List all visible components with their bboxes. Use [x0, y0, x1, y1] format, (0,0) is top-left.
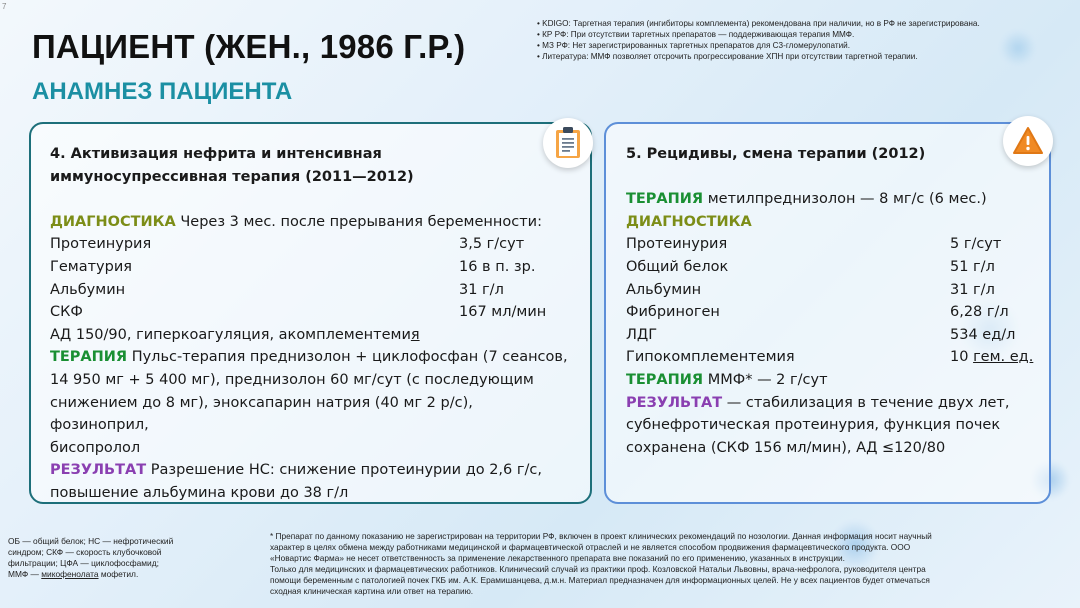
lab-row [626, 346, 1038, 369]
lab-row [626, 256, 1038, 279]
diagnostics-label: ДИАГНОСТИКА [626, 213, 752, 230]
abbreviation-line [8, 569, 208, 580]
lab-name: Альбумин [50, 281, 126, 298]
lab-value: 51 г/л [950, 258, 995, 275]
lab-value [950, 346, 1033, 369]
guidelines-notes [537, 18, 1072, 62]
therapy-text: Пульс-терапия преднизолон + циклофосфан (7 сеансов, [127, 349, 568, 366]
footnote-line: характер в целях обмена между работниками медицинской и фармацевтической отраслей и не является способом продвижения фармацевтического продукта. ООО [270, 542, 911, 552]
lab-row [50, 233, 570, 256]
therapy-text: метилпреднизолон — 8 мг/с (6 мес.) [703, 191, 987, 208]
therapy-line [50, 346, 570, 369]
therapy-text: бисопролол [50, 439, 141, 456]
therapy-line [626, 188, 1038, 211]
therapy-text: снижением до 8 мг), эноксапарин натрия (40 мг 2 р/с), фозиноприл, [50, 394, 473, 434]
lab-name: Гематурия [50, 258, 132, 275]
findings-text: АД 150/90, гиперкоагуляция, акомплементеми [50, 326, 411, 343]
abbreviation-text: ММФ — [8, 569, 42, 579]
lab-name: Фибриноген [626, 304, 720, 321]
diagnostics-label: ДИАГНОСТИКА [50, 213, 176, 230]
lab-row [50, 279, 570, 302]
clinical-findings [50, 324, 570, 347]
lab-name: ЛДГ [626, 326, 658, 343]
therapy-label: ТЕРАПИЯ [50, 349, 128, 366]
result-text: сохранена (СКФ 156 мл/мин), АД ≤120/80 [626, 439, 946, 456]
result-line [626, 392, 1038, 415]
footnote-line: помощи беременным с патологией почек ГКБ им. А.К. Ерамишанцева, д.м.н. Материал предназначен для информационных целей. Не у всех пациентов будет отмечаться [270, 575, 930, 585]
lab-value: 31 г/л [950, 281, 995, 298]
lab-row [626, 279, 1038, 302]
lab-row [626, 301, 1038, 324]
footnote-line: Только для медицинских и фармацевтических работников. Клинический случай из практики проф. Козловской Натальи Львовны, врача-нефролога, руководителя центра [270, 564, 926, 574]
lab-value: 167 мл/мин [459, 304, 547, 321]
note-item: • KDIGO: Таргетная терапия (ингибиторы комплемента) рекомендована при наличии, но в РФ не зарегистрирована. [537, 18, 1072, 29]
findings-text-end: я [410, 326, 420, 343]
abbreviations [8, 536, 208, 580]
therapy-text: 14 950 мг + 5 400 мг), преднизолон 60 мг/сут (с последующим [50, 371, 534, 388]
abbreviation-text: мофетил. [98, 569, 139, 579]
page-subtitle: АНАМНЕЗ ПАЦИЕНТА [32, 78, 293, 105]
stage-5-content [626, 143, 1038, 459]
therapy-label: ТЕРАПИЯ [626, 191, 704, 208]
result-text: субнефротическая протеинурия, функция почек [626, 417, 1001, 434]
lab-name: Общий белок [626, 258, 729, 275]
abbreviation-line: синдром; СКФ — скорость клубочковой [8, 547, 162, 557]
lab-value: 534 ед/л [950, 326, 1016, 343]
lab-name: Гипокомплементемия [626, 349, 795, 366]
therapy-label: ТЕРАПИЯ [626, 371, 704, 388]
stage-heading: иммуносупрессивная терапия (2011—2012) [50, 168, 414, 185]
abbreviation-text: микофенолата [41, 569, 99, 579]
lab-value: 16 в п. зр. [459, 258, 536, 275]
lab-value-number: 10 [950, 349, 974, 366]
page-title: ПАЦИЕНТ (ЖЕН., 1986 Г.Р.) [32, 28, 466, 65]
lab-row [626, 324, 1038, 347]
lab-row [626, 233, 1038, 256]
diagnostics-text: Через 3 мес. после прерывания беременности: [175, 213, 542, 230]
lab-name: Альбумин [626, 281, 702, 298]
stage-heading: 4. Активизация нефрита и интенсивная [50, 146, 382, 162]
note-item: • МЗ РФ: Нет зарегистрированных таргетных препаратов для С3-гломерулопатий. [537, 40, 1072, 51]
footnote-line: «Новартис Фарма» не несет ответственность за применение лекарственного препарата вне показаний по его применению, указанных в инструкции. [270, 553, 845, 563]
abbreviation-line: ОБ — общий белок; НС — нефротический [8, 536, 174, 546]
lab-value: 3,5 г/сут [459, 236, 525, 253]
lab-name: Протеинурия [50, 236, 152, 253]
lab-value: 6,28 г/л [950, 304, 1009, 321]
footnote-line: сходная клиническая картина или ответ на терапию. [270, 586, 474, 596]
lab-row [50, 301, 570, 324]
result-label: РЕЗУЛЬТАТ [626, 394, 723, 411]
result-line [50, 459, 570, 482]
result-text: — стабилизация в течение двух лет, [722, 394, 1010, 411]
lab-name: Протеинурия [626, 236, 728, 253]
result-label: РЕЗУЛЬТАТ [50, 462, 147, 479]
result-text: Разрешение НС: снижение протеинурии до 2,6 г/с, [146, 462, 542, 479]
stage-4-content [50, 143, 570, 505]
stage-heading: 5. Рецидивы, смена терапии (2012) [626, 146, 926, 162]
therapy-line [626, 369, 1038, 392]
lab-value: 31 г/л [459, 281, 504, 298]
lab-value: 5 г/сут [950, 236, 1002, 253]
lab-value-unit: гем. ед. [973, 349, 1034, 366]
footnote-line: * Препарат по данному показанию не зарегистрирован на территории РФ, включен в проект клинических рекомендаций по нозологии. Данная информация носит научный [270, 531, 932, 541]
therapy-text: ММФ* — 2 г/сут [703, 371, 828, 388]
diagnostics-line [50, 211, 570, 234]
note-item: • КР РФ: При отсутствии таргетных препаратов — поддерживающая терапия ММФ. [537, 29, 1072, 40]
lab-name: СКФ [50, 304, 83, 321]
lab-row [50, 256, 570, 279]
note-item: • Литература: ММФ позволяет отсрочить прогрессирование ХПН при отсутствии таргетной терапии. [537, 51, 1072, 62]
page-number: 7 [2, 2, 7, 11]
result-text: повышение альбумина крови до 38 г/л [50, 484, 349, 501]
abbreviation-line: фильтрации; ЦФА — циклофосфамид; [8, 558, 159, 568]
disclaimer-footnote [270, 531, 1060, 597]
